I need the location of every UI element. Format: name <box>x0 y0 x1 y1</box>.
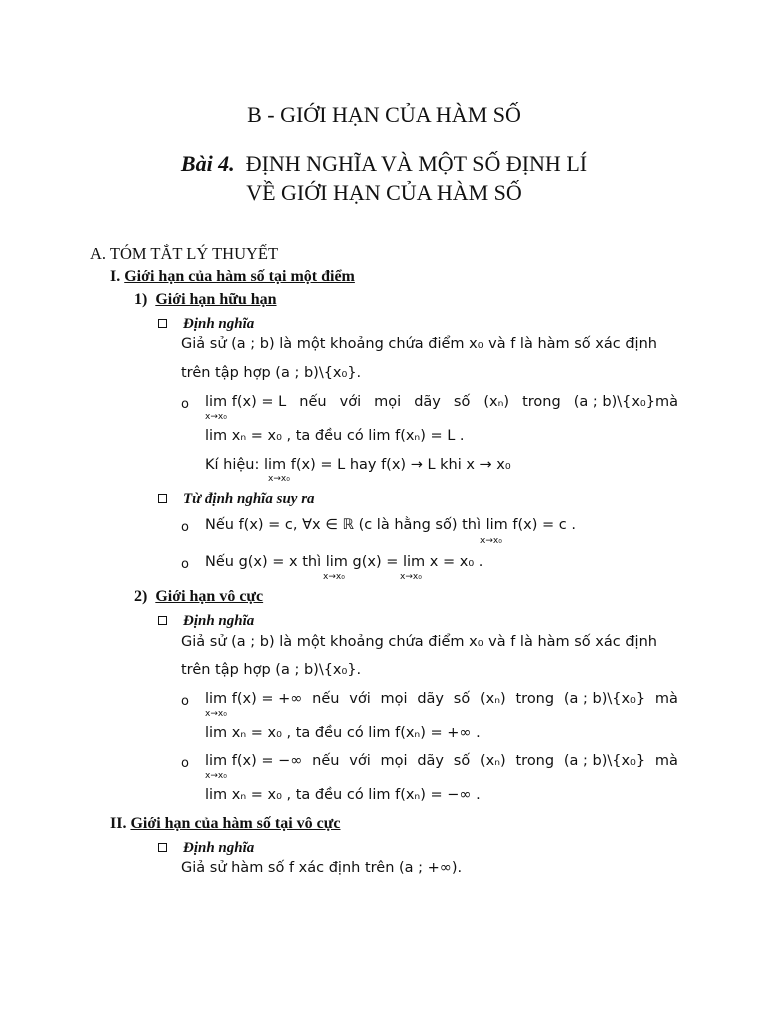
consequence-2-sub2: x→x₀ <box>400 572 422 582</box>
formula-word: trong <box>522 394 561 410</box>
formula-word: mà <box>654 753 678 769</box>
formula-word: số <box>453 753 471 769</box>
sub2-bullet2-limit-sub: x→x₀ <box>205 771 227 781</box>
sub2-bullet1-line2: lim xₙ = x₀ , ta đều có lim f(xₙ) = +∞ . <box>205 725 481 741</box>
sub1-def-heading <box>158 315 254 333</box>
part2-heading <box>110 815 340 833</box>
formula-word: mà <box>654 691 678 707</box>
sub1-intro-line2: trên tập hợp (a ; b)\{x₀}. <box>181 365 362 381</box>
circle-bullet-icon: o <box>181 756 189 771</box>
formula-word: trong <box>515 691 555 707</box>
part1-number: I. <box>110 268 121 285</box>
chapter-title: B - GIỚI HẠN CỦA HÀM SỐ <box>247 102 521 127</box>
part2-title: Giới hạn của hàm số tại vô cực <box>130 815 341 832</box>
sub1-intro-line1: Giả sử (a ; b) là một khoảng chứa điểm x₀ và f là hàm số xác định <box>181 336 657 352</box>
sub1-title: Giới hạn hữu hạn <box>155 291 277 308</box>
square-bullet-icon <box>158 494 167 503</box>
sub1-number: 1) <box>134 291 148 308</box>
sub2-bullet2-line1 <box>205 753 678 769</box>
sub2-bullet2-line2: lim xₙ = x₀ , ta đều có lim f(xₙ) = −∞ . <box>205 787 481 803</box>
formula-word: với <box>349 753 371 769</box>
formula-word: dãy <box>414 394 441 410</box>
sub1-bullet1-limit-sub: x→x₀ <box>205 412 227 422</box>
consequence-heading <box>158 490 315 508</box>
formula-word: dãy <box>417 691 445 707</box>
formula-word: lim f(x) = +∞ <box>205 691 303 707</box>
sub2-bullet1-limit-sub: x→x₀ <box>205 709 227 719</box>
part2-def-heading <box>158 839 254 857</box>
formula-word: lim f(x) = L <box>205 394 287 410</box>
formula-word: dãy <box>417 753 445 769</box>
part2-intro: Giả sử hàm số f xác định trên (a ; +∞). <box>181 860 463 876</box>
formula-word: (a ; b)\{x₀}mà <box>573 394 678 410</box>
sub1-heading <box>134 291 277 309</box>
square-bullet-icon <box>158 319 167 328</box>
circle-bullet-icon: o <box>181 397 189 412</box>
formula-word: mọi <box>380 691 408 707</box>
consequence-label: Từ định nghĩa suy ra <box>183 491 315 507</box>
part2-def-label: Định nghĩa <box>183 840 255 856</box>
circle-bullet-icon: o <box>181 520 189 535</box>
sub2-def-label: Định nghĩa <box>183 613 255 629</box>
sub1-bullet1-line1 <box>205 394 678 410</box>
part2-number: II. <box>110 815 127 832</box>
sub1-notation: Kí hiệu: lim f(x) = L hay f(x) → L khi x → x₀ <box>205 457 511 473</box>
circle-bullet-icon: o <box>181 557 189 572</box>
lesson-title-line2: VỀ GIỚI HẠN CỦA HÀM SỐ <box>246 180 522 205</box>
formula-word: trong <box>515 753 555 769</box>
formula-word: (xₙ) <box>480 691 506 707</box>
formula-word: (xₙ) <box>480 753 506 769</box>
lesson-title-text: ĐỊNH NGHĨA VÀ MỘT SỐ ĐỊNH LÍ <box>245 151 588 176</box>
formula-word: mọi <box>380 753 408 769</box>
sub1-def-label: Định nghĩa <box>183 316 255 332</box>
formula-word: nếu <box>299 394 327 410</box>
square-bullet-icon <box>158 616 167 625</box>
sub2-bullet1-line1 <box>205 691 678 707</box>
section-a-heading: A. TÓM TẮT LÝ THUYẾT <box>90 244 279 263</box>
part1-heading <box>110 268 355 286</box>
lesson-title-line1 <box>0 151 768 177</box>
sub2-heading <box>134 588 263 606</box>
formula-word: (xₙ) <box>483 394 510 410</box>
formula-word: (a ; b)\{x₀} <box>563 753 646 769</box>
formula-word: lim f(x) = −∞ <box>205 753 303 769</box>
sub2-number: 2) <box>134 588 148 605</box>
formula-word: mọi <box>374 394 402 410</box>
sub2-intro-line2: trên tập hợp (a ; b)\{x₀}. <box>181 662 362 678</box>
sub2-def-heading <box>158 612 254 630</box>
formula-word: với <box>349 691 371 707</box>
sub2-title: Giới hạn vô cực <box>155 588 264 605</box>
lesson-prefix: Bài 4. <box>180 151 235 176</box>
consequence-2-sub1: x→x₀ <box>323 572 345 582</box>
part1-title: Giới hạn của hàm số tại một điểm <box>124 268 355 285</box>
consequence-1-sub: x→x₀ <box>480 536 502 546</box>
consequence-2: Nếu g(x) = x thì lim g(x) = lim x = x₀ . <box>205 554 484 570</box>
formula-word: nếu <box>312 691 340 707</box>
consequence-1: Nếu f(x) = c, ∀x ∈ ℝ (c là hằng số) thì lim f(x) = c . <box>205 517 576 533</box>
formula-word: số <box>453 691 471 707</box>
circle-bullet-icon: o <box>181 694 189 709</box>
formula-word: nếu <box>312 753 340 769</box>
formula-word: số <box>453 394 471 410</box>
formula-word: (a ; b)\{x₀} <box>563 691 646 707</box>
square-bullet-icon <box>158 843 167 852</box>
formula-word: với <box>339 394 362 410</box>
sub1-notation-sub: x→x₀ <box>268 474 290 484</box>
sub1-bullet1-line2: lim xₙ = x₀ , ta đều có lim f(xₙ) = L . <box>205 428 465 444</box>
sub2-intro-line1: Giả sử (a ; b) là một khoảng chứa điểm x₀ và f là hàm số xác định <box>181 634 657 650</box>
